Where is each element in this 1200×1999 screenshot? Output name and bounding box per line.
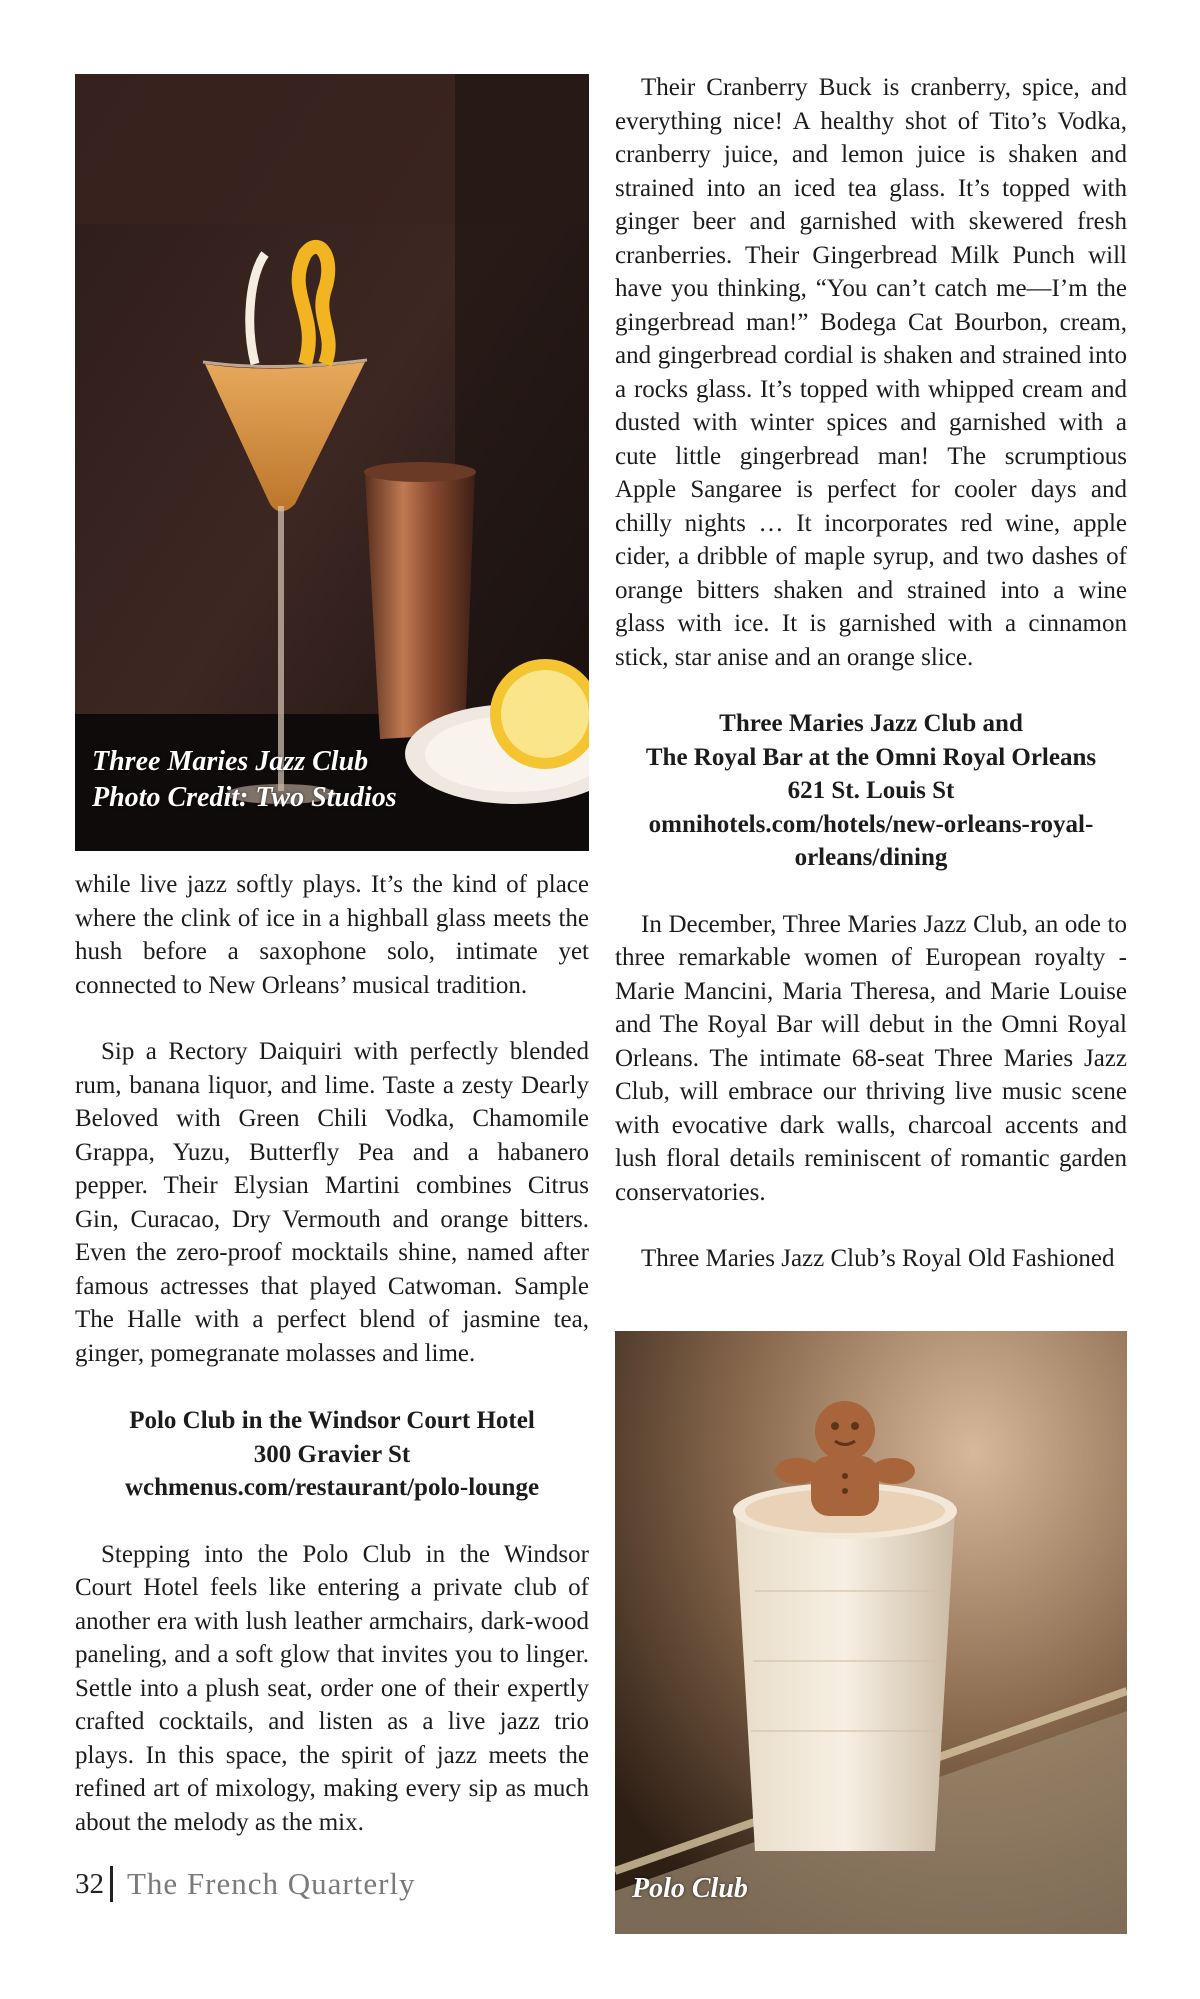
heading-venue: Polo Club in the Windsor Court Hotel	[129, 1407, 535, 1434]
cocktail-photo-polo-club	[615, 1331, 1127, 1934]
heading-address: 300 Gravier St	[253, 1440, 411, 1468]
right-paragraph-3: Three Maries Jazz Club’s Royal Old Fashioned	[641, 1245, 1115, 1272]
right-paragraph-1: Their Cranberry Buck is cranberry, spice, and everything nice! A healthy shot of Tito’s Vodka, cranberry juice, and lemon juice is shaken and strained into an iced tea glass. It’s topped with ginger beer and garnished with skewered fresh cranberries. Their Gingerbread Milk Punch will have you thinking, “You can’t catch me—I’m the gingerbread man!” Bodega Cat Bourbon, cream, and gingerbread cordial is shaken and strained into a rocks glass. It’s topped with whipped cream and dusted with winter spices and garnished with a cute little gingerbread man! The scrumptious Apple Sangaree is perfect for cooler days and chilly nights … It incorporates red wine, apple cider, a dribble of maple syrup, and two dashes of orange bitters shaken and strained into a wine glass with ice. It is garnished with a cinnamon stick, star anise and an orange slice.	[615, 74, 1127, 671]
left-paragraph-1: while live jazz softly plays. It’s the kind of place where the clink of ice in a highball glass meets the hush before a saxophone solo, intimate yet connected to New Orleans’ musical tradition.	[75, 871, 589, 999]
caption-line-2: Photo Credit: Two Studios	[92, 782, 397, 813]
left-paragraph-2: Sip a Rectory Daiquiri with perfectly blended rum, banana liquor, and lime. Taste a zesty Dearly Beloved with Green Chili Vodka, Chamomile Grappa, Yuzu, Butterfly Pea and a habanero pepper. Their Elysian Martini combines Citrus Gin, Curacao, Dry Vermouth and orange bitters. Even the zero-proof mocktails shine, named after famous actresses that played Catwoman. Sample The Halle with a perfect blend of jasmine tea, ginger, pomegranate molasses and lime.	[75, 1038, 589, 1367]
right-column	[615, 71, 1127, 1276]
caption-line-1: Three Maries Jazz Club	[92, 746, 369, 777]
heading-url-1: omnihotels.com/hotels/new-orleans-royal-	[648, 810, 1094, 838]
heading-venue-1: Three Maries Jazz Club and	[719, 710, 1023, 737]
right-paragraph-2: In December, Three Maries Jazz Club, an ode to three remarkable women of European royalty - Marie Mancini, Maria Theresa, and Marie Louise and The Royal Bar will debut in the Omni Royal Orleans. The intimate 68-seat Three Maries Jazz Club, will embrace our thriving live music scene with evocative dark walls, charcoal accents and lush floral details reminiscent of romantic garden conservatories.	[615, 910, 1127, 1206]
three-maries-heading	[615, 707, 1127, 875]
martini-illustration	[75, 74, 589, 851]
heading-url-2: orleans/dining	[794, 844, 948, 871]
publication-name: The French Quarterly	[127, 1866, 416, 1901]
left-paragraph-3: Stepping into the Polo Club in the Windsor Court Hotel feels like entering a private club of another era with lush leather armchairs, dark-wood paneling, and a soft glow that invites you to linger. Settle into a plush seat, order one of their expertly crafted cocktails, and listen as a live jazz trio plays. In this space, the spirit of jazz meets the refined art of mixology, making every sip as much about the melody as the mix.	[75, 1540, 589, 1836]
cocktail-photo-three-maries	[75, 74, 589, 851]
gingerbread-punch-illustration	[615, 1331, 1127, 1934]
photo-caption: Polo Club	[632, 1873, 748, 1904]
heading-venue-2: The Royal Bar at the Omni Royal Orleans	[645, 743, 1097, 771]
polo-club-heading	[75, 1404, 589, 1505]
heading-url: wchmenus.com/restaurant/polo-lounge	[124, 1474, 540, 1501]
photo-caption	[92, 744, 397, 816]
left-column	[75, 868, 589, 1839]
footer-divider	[110, 1866, 113, 1902]
page-footer	[75, 1864, 416, 1904]
heading-address: 621 St. Louis St	[787, 777, 955, 804]
page-number: 32	[75, 1867, 104, 1900]
